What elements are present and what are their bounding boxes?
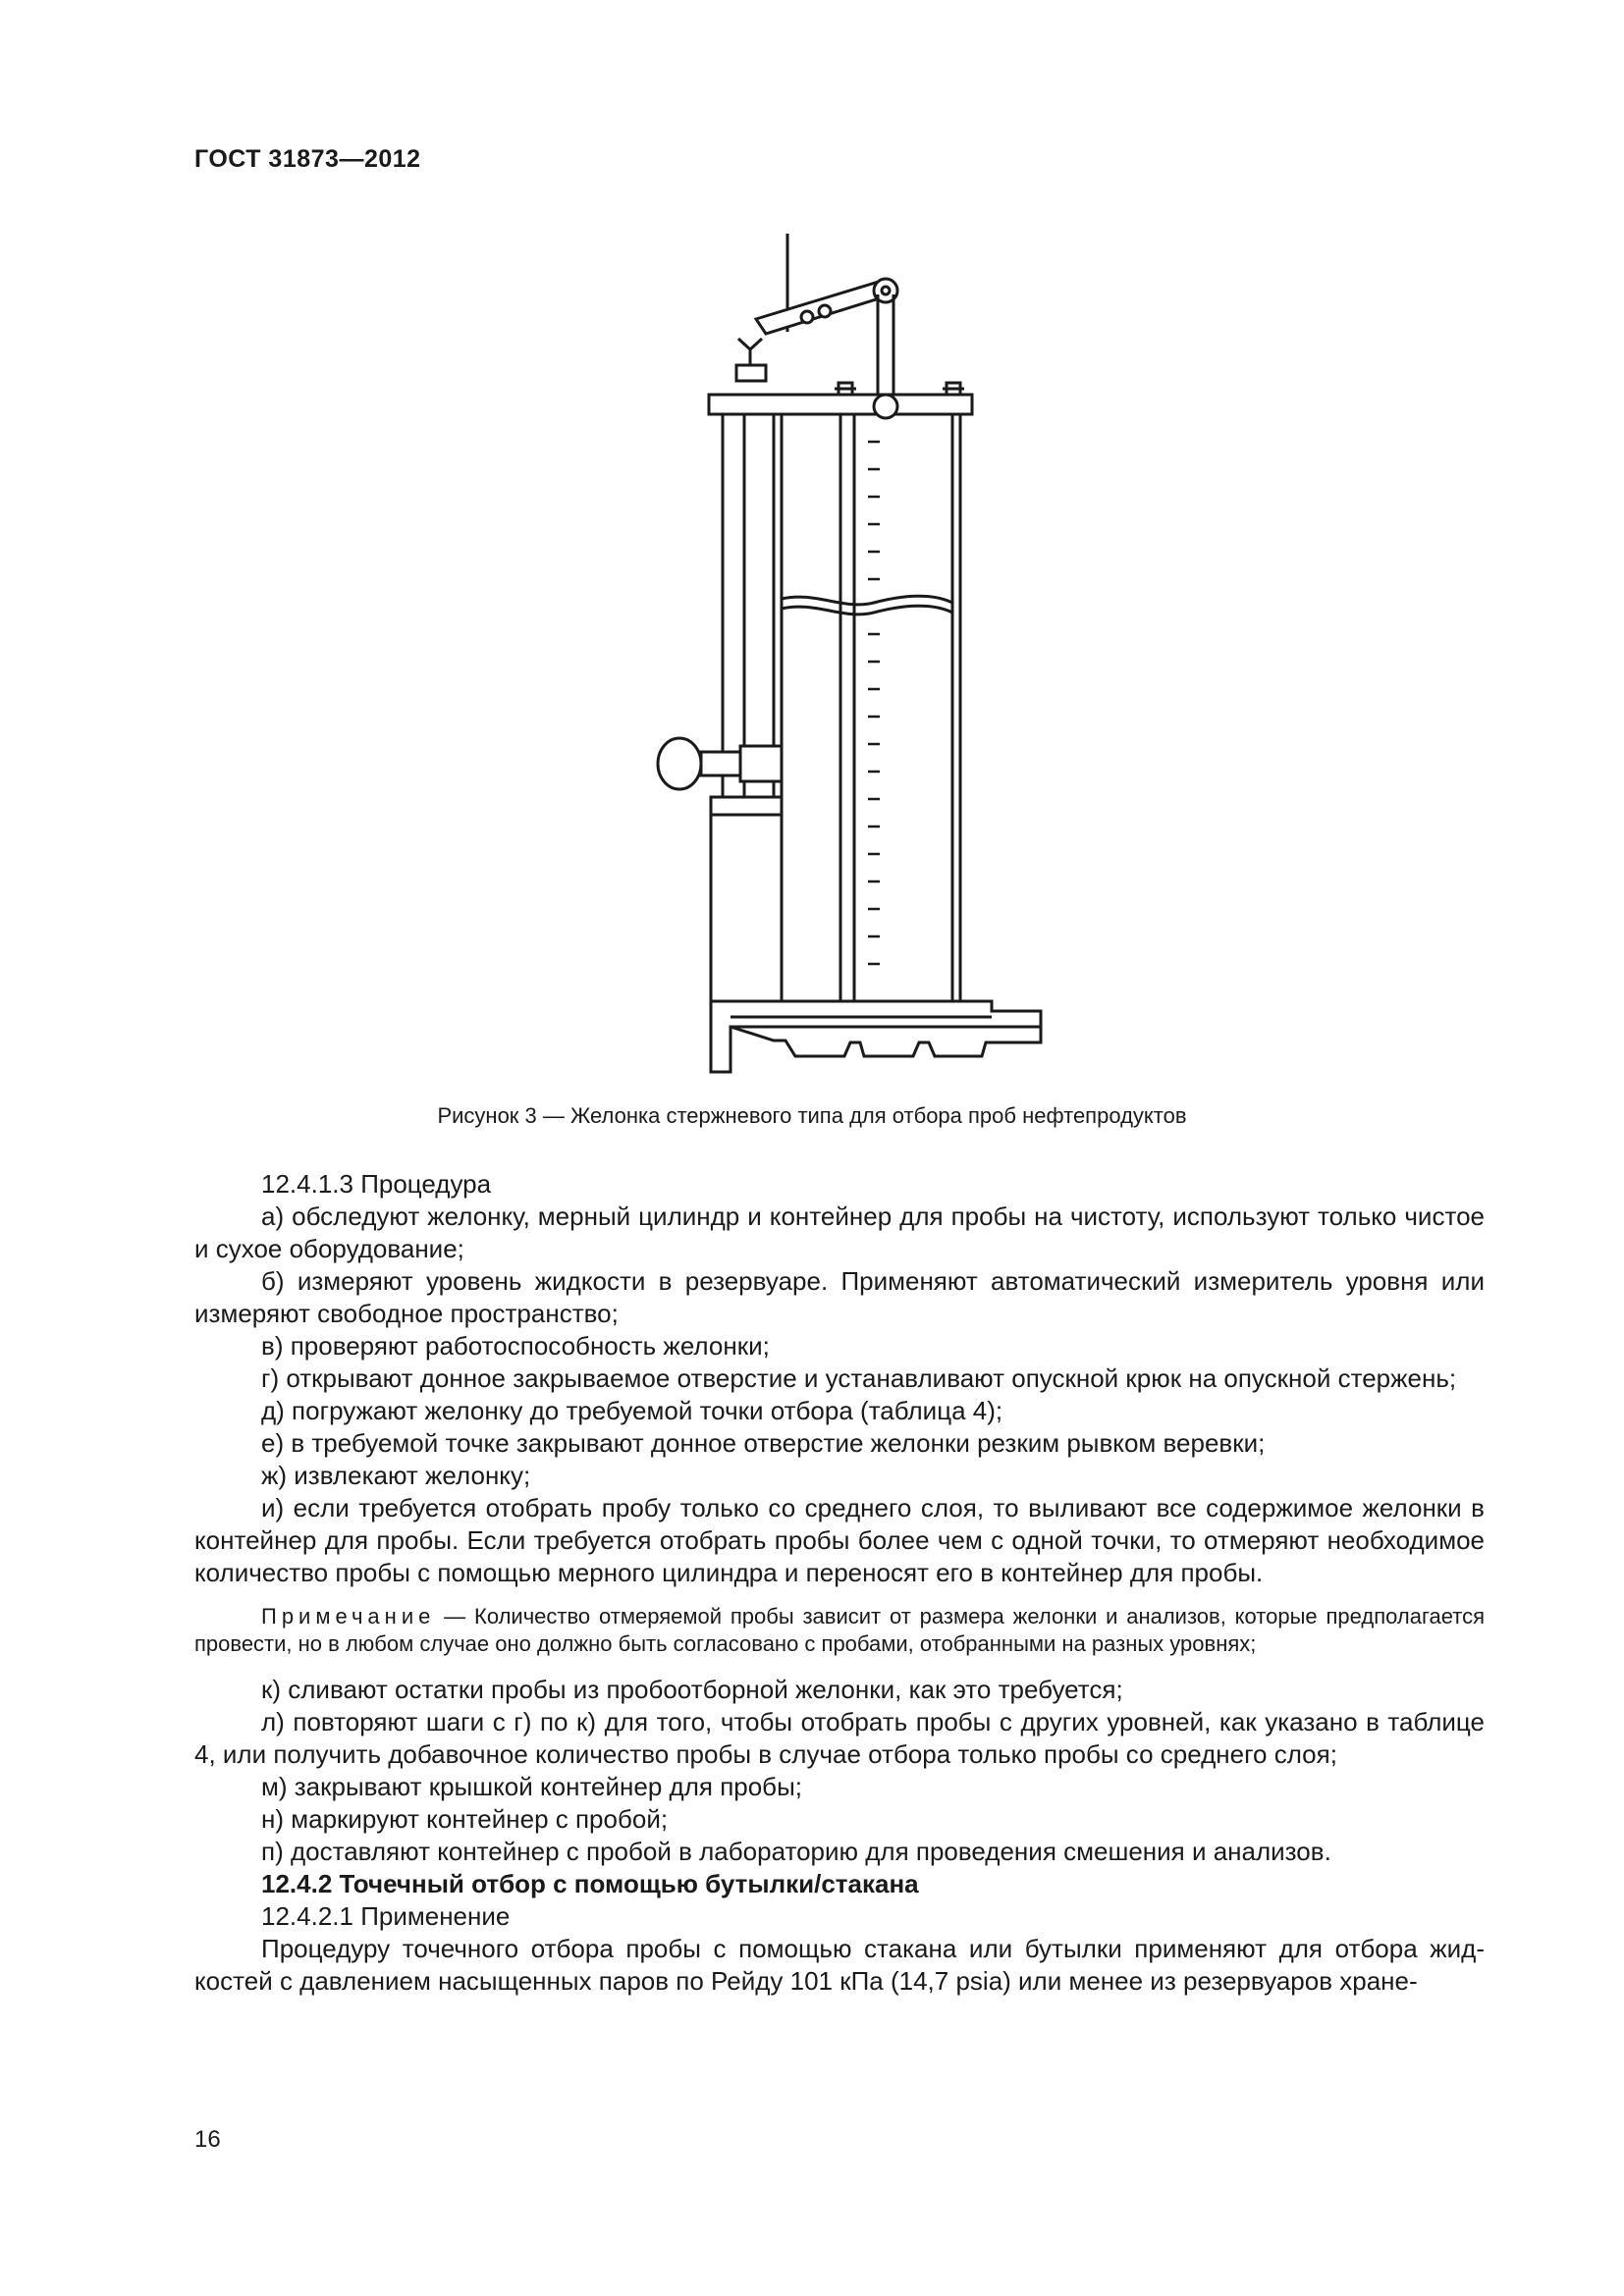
list-item: д) погружают желонку до требуемой точки отбора (таблица 4);	[261, 1396, 1003, 1425]
list-item: и) если требуется отобрать пробу только со среднего слоя, то выливают все содержимое желонки в контейнер для пробы. Если требуется отобрать пробы более чем с одной точки, то отмеряют необходимое количество пробы с помощью мерного цилиндра и переносят его в контейнер для пробы.	[194, 1493, 1485, 1587]
list-item: а) обследуют желонку, мерный цилиндр и контейнер для пробы на чистоту, используют только чистое и сухое оборудование;	[194, 1201, 1485, 1263]
document-body	[194, 1168, 1485, 1998]
rod-type-thief-drawing	[628, 226, 1060, 1080]
list-item: л) повторяют шаги с г) по к) для того, чтобы отобрать пробы с других уровней, как указано в таблице 4, или получить добавочное количество пробы в случае отбора только пробы со среднего слоя;	[194, 1707, 1485, 1769]
section-heading-12413: 12.4.1.3 Процедура	[261, 1169, 492, 1199]
list-item: ж) извлекают желонку;	[261, 1461, 531, 1490]
list-item: е) в требуемой точке закрывают донное отверстие желонки резким рывком веревки;	[261, 1428, 1266, 1458]
note	[194, 1603, 1485, 1658]
paragraph: Процедуру точечного отбора пробы с помощью стакана или бутылки применяют для отбора жидкостей с давлением насыщенных паров по Рейду 101 кПа (14,7 psia) или менее из резервуаров хране-	[194, 1934, 1485, 1996]
list-item: п) доставляют контейнер с пробой в лабораторию для проведения смешения и анализов.	[261, 1837, 1331, 1866]
list-item: м) закрывают крышкой контейнер для пробы;	[261, 1772, 802, 1801]
subsection-heading-12421: 12.4.2.1 Применение	[261, 1901, 511, 1931]
section-heading-1242: 12.4.2 Точечный отбор с помощью бутылки/стакана	[261, 1869, 919, 1898]
list-item: в) проверяют работоспособность желонки;	[261, 1331, 770, 1361]
figure-caption: Рисунок 3 — Желонка стержневого типа для отбора проб нефтепродуктов	[437, 1103, 1187, 1128]
list-item: г) открывают донное закрываемое отверстие и устанавливают опускной крюк на опускной стержень;	[261, 1363, 1457, 1393]
list-item: н) маркируют контейнер с пробой;	[261, 1804, 669, 1834]
document-header: ГОСТ 31873—2012	[194, 145, 421, 173]
page-number: 16	[194, 2126, 221, 2153]
list-item: к) сливают остатки пробы из пробоотборной желонки, как это требуется;	[261, 1675, 1123, 1704]
figure-thief-sampler	[628, 226, 1060, 1080]
list-item: б) измеряют уровень жидкости в резервуаре. Применяют автоматический измеритель уровня или измеряют свободное пространство;	[194, 1266, 1485, 1328]
note-label: Примечание	[261, 1604, 436, 1629]
note-text: — Количество отмеряемой пробы зависит от размера желонки и анализов, которые предполагается провести, но в любом случае оно должно быть согласовано с пробами, отобранными на разных уровнях;	[194, 1604, 1485, 1656]
